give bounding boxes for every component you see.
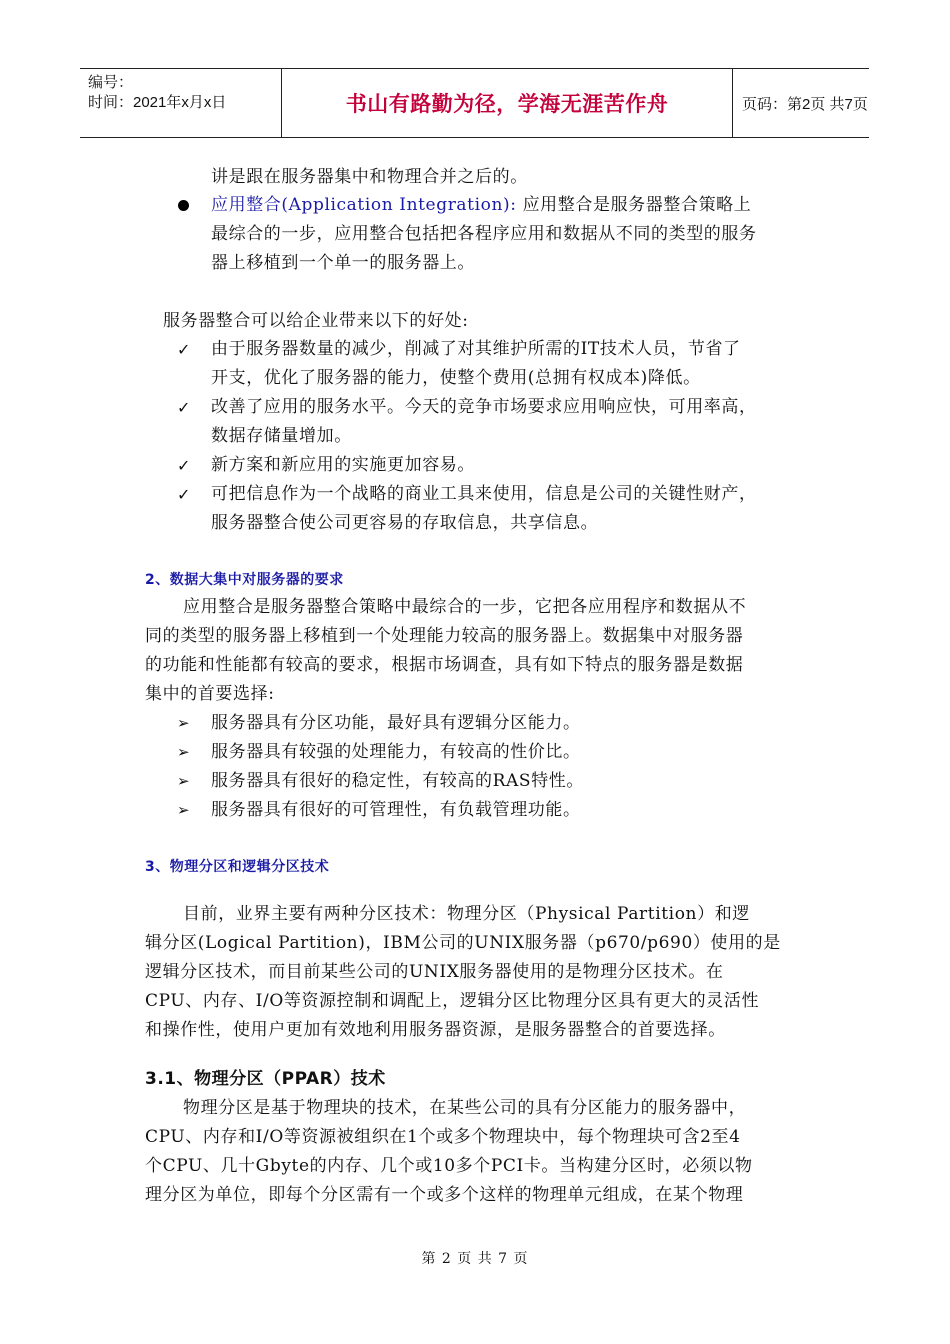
- requirement-item: 服务器具有分区功能，最好具有逻辑分区能力。: [211, 713, 581, 733]
- subsection-heading: 3.1、物理分区（PPAR）技术: [145, 1069, 386, 1089]
- header-page-label: 页码：第2页 共7页: [742, 95, 868, 113]
- paragraph-line: 应用整合是服务器整合策略中最综合的一步，它把各应用程序和数据从不: [183, 597, 747, 617]
- app-integration-term: 应用整合(Application Integration):: [211, 195, 517, 215]
- arrow-icon: ➢: [177, 714, 190, 732]
- doc-time-label: 时间：2021年x月x日: [88, 94, 227, 111]
- benefit-item: 可把信息作为一个战略的商业工具来使用，信息是公司的关键性财产，: [211, 484, 757, 504]
- requirement-item: 服务器具有很好的可管理性，有负载管理功能。: [211, 800, 581, 820]
- arrow-icon: ➢: [177, 801, 190, 819]
- check-icon: ✓: [177, 340, 191, 359]
- page-footer: 第 2 页 共 7 页: [421, 1251, 529, 1267]
- paragraph-line: 目前，业界主要有两种分区技术：物理分区（Physical Partition）和逻: [183, 904, 750, 924]
- check-icon: ✓: [177, 485, 191, 504]
- paragraph-line: 集中的首要选择:: [145, 684, 275, 704]
- benefit-item-cont: 服务器整合使公司更容易的存取信息，共享信息。: [211, 513, 599, 533]
- check-icon: ✓: [177, 398, 191, 417]
- benefit-item-cont: 开支，优化了服务器的能力，使整个费用(总拥有权成本)降低。: [211, 368, 701, 388]
- paragraph-line: CPU、内存、I/O等资源控制和调配上，逻辑分区比物理分区具有更大的灵活性: [145, 991, 760, 1011]
- benefit-item-cont: 数据存储量增加。: [211, 426, 352, 446]
- section-heading: 2、数据大集中对服务器的要求: [145, 572, 344, 588]
- benefit-item: 由于服务器数量的减少，削减了对其维护所需的IT技术人员，节省了: [211, 339, 741, 359]
- benefit-item: 新方案和新应用的实施更加容易。: [211, 455, 475, 475]
- paragraph-line: 理分区为单位，即每个分区需有一个或多个这样的物理单元组成，在某个物理: [145, 1185, 744, 1205]
- bullet-icon: [178, 200, 189, 211]
- header-meta: [80, 69, 282, 137]
- paragraph-line: 同的类型的服务器上移植到一个处理能力较高的服务器上。数据集中对服务器: [145, 626, 744, 646]
- paragraph-line: 辑分区(Logical Partition)，IBM公司的UNIX服务器（p670/p690）使用的是: [145, 933, 781, 953]
- page-header: [80, 68, 869, 138]
- paragraph-line: 逻辑分区技术，而目前某些公司的UNIX服务器使用的是物理分区技术。在: [145, 962, 724, 982]
- paragraph-line: 和操作性，使用户更加有效地利用服务器资源，是服务器整合的首要选择。: [145, 1020, 726, 1040]
- arrow-icon: ➢: [177, 772, 190, 790]
- app-integration-line1: 应用整合(Application Integration): 应用整合是服务器整合策略上: [211, 195, 752, 215]
- benefits-intro: 服务器整合可以给企业带来以下的好处:: [163, 311, 469, 331]
- section-heading: 3、物理分区和逻辑分区技术: [145, 859, 330, 875]
- paragraph-line: CPU、内存和I/O等资源被组织在1个或多个物理块中，每个物理块可含2至4: [145, 1127, 741, 1147]
- paragraph-line: 的功能和性能都有较高的要求，根据市场调查，具有如下特点的服务器是数据: [145, 655, 744, 675]
- paragraph-line: 物理分区是基于物理块的技术，在某些公司的具有分区能力的服务器中，: [183, 1098, 747, 1118]
- benefit-item: 改善了应用的服务水平。今天的竞争市场要求应用响应快，可用率高，: [211, 397, 757, 417]
- doc-number-label: 编号：: [88, 74, 134, 91]
- requirement-item: 服务器具有很好的稳定性，有较高的RAS特性。: [211, 771, 584, 791]
- arrow-icon: ➢: [177, 743, 190, 761]
- requirement-item: 服务器具有较强的处理能力，有较高的性价比。: [211, 742, 581, 762]
- app-integration-line2: 最综合的一步，应用整合包括把各程序应用和数据从不同的类型的服务: [211, 224, 757, 244]
- header-motto: 书山有路勤为径，学海无涯苦作舟: [282, 69, 733, 137]
- app-integration-line3: 器上移植到一个单一的服务器上。: [211, 253, 475, 273]
- check-icon: ✓: [177, 456, 191, 475]
- continued-line: 讲是跟在服务器集中和物理合并之后的。: [211, 167, 528, 187]
- paragraph-line: 个CPU、几十Gbyte的内存、几个或10多个PCI卡。当构建分区时，必须以物: [145, 1156, 753, 1176]
